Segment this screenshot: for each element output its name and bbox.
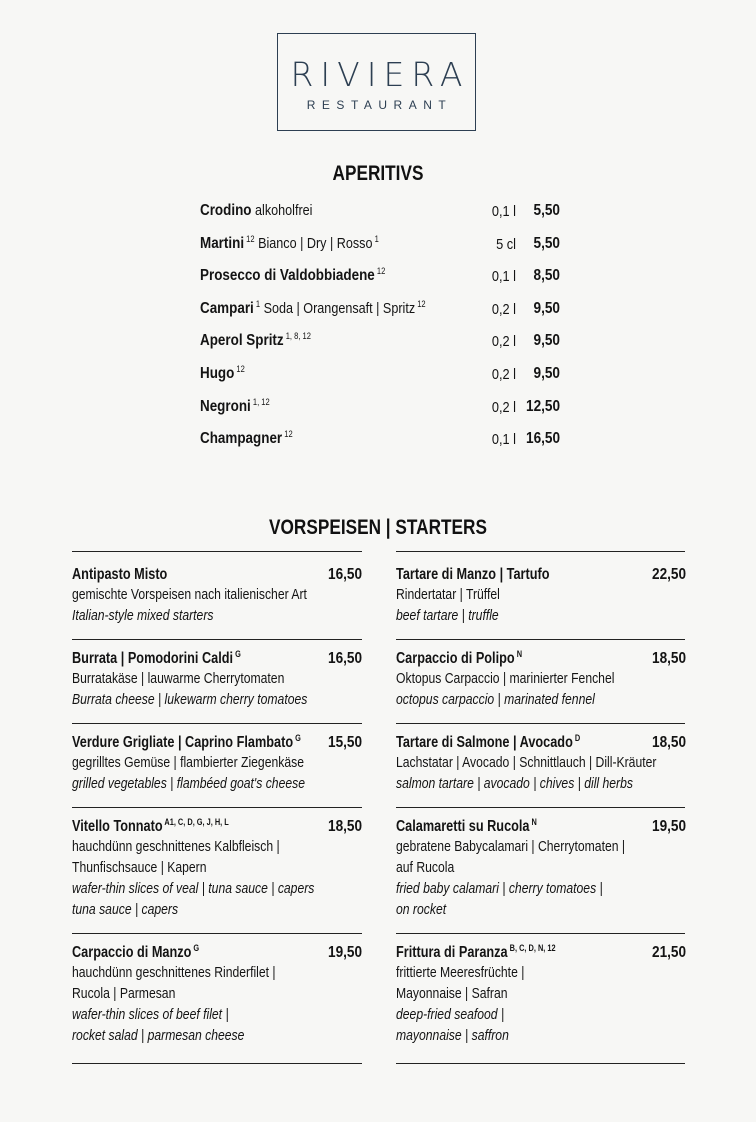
- dish-name: [72, 732, 310, 753]
- allergen-code: G: [233, 649, 241, 659]
- dish-description-en: grilled vegetables | flambéed goat's cheese: [72, 776, 306, 792]
- aperitif-name: [200, 398, 270, 416]
- aperitif-description: alkoholfrei: [251, 202, 313, 219]
- aperitif-volume: 0,1 l: [491, 268, 516, 286]
- dish-price: 21,50: [651, 944, 686, 961]
- aperitif-title: Martini: [200, 234, 245, 252]
- dish-description-de: Rindertatar | Trüffel: [396, 587, 500, 603]
- dish-description-en: salmon tartare | avocado | chives | dill herbs: [396, 776, 633, 792]
- dish-title: Tartare di Salmone | Avocado: [396, 734, 573, 751]
- aperitif-price: 12,50: [526, 397, 561, 415]
- dish-description-de: Mayonnaise | Safran: [396, 986, 508, 1002]
- aperitif-price: 9,50: [533, 364, 560, 382]
- allergen-code: 12: [234, 363, 245, 374]
- dish-title: Burrata | Pomodorini Caldi: [72, 650, 234, 667]
- allergen-code: N: [529, 817, 537, 827]
- dish-title: Calamaretti su Rucola: [396, 818, 530, 835]
- dish-description-en: deep-fried seafood |: [396, 1007, 505, 1023]
- aperitif-title: Crodino: [200, 202, 252, 219]
- allergen-code: 1: [372, 233, 379, 244]
- dish-title: Antipasto Misto: [72, 566, 168, 583]
- dish-price: 19,50: [327, 944, 362, 961]
- dish-description-en: beef tartare | truffle: [396, 608, 499, 624]
- aperitif-row: [200, 396, 570, 429]
- dish-description-en: octopus carpaccio | marinated fennel: [396, 692, 595, 708]
- divider: [396, 807, 685, 808]
- dish-description-en: on rocket: [396, 902, 447, 918]
- menu-item: [72, 648, 362, 711]
- dish-price: 19,50: [651, 818, 686, 835]
- dish-price: 22,50: [651, 566, 686, 583]
- allergen-code: B, C, D, N, 12: [507, 943, 556, 953]
- dish-description-en: fried baby calamari | cherry tomatoes |: [396, 881, 603, 897]
- dish-description-de: gemischte Vorspeisen nach italienischer Art: [72, 587, 307, 603]
- dish-name: [396, 942, 634, 963]
- logo-subtitle: RESTAURANT: [306, 98, 453, 112]
- logo-name: RIVIERA: [290, 55, 470, 94]
- aperitif-price: 8,50: [533, 267, 560, 285]
- aperitif-title: Negroni: [200, 397, 251, 415]
- aperitif-row: [200, 330, 570, 363]
- aperitif-name: [200, 267, 385, 285]
- aperitif-title: Prosecco di Valdobbiadene: [200, 267, 375, 285]
- aperitif-title: Hugo: [200, 364, 235, 382]
- aperitif-title: Aperol Spritz: [200, 332, 284, 350]
- aperitif-price: 9,50: [533, 299, 560, 317]
- allergen-code: G: [293, 733, 301, 743]
- aperitif-volume: 0,1 l: [491, 431, 516, 449]
- dish-price: 18,50: [327, 818, 362, 835]
- aperitif-row: [200, 428, 570, 461]
- dish-name: [396, 648, 634, 669]
- aperitif-name: [200, 332, 311, 350]
- aperitif-price: 16,50: [526, 430, 561, 448]
- aperitif-name: [200, 300, 426, 318]
- aperitif-row: [200, 265, 570, 298]
- menu-item: [396, 732, 686, 795]
- menu-item: [72, 816, 362, 921]
- dish-description-de: Lachstatar | Avocado | Schnittlauch | Dill-Kräuter: [396, 755, 657, 771]
- allergen-code: 12: [415, 298, 426, 309]
- dish-title: Frittura di Paranza: [396, 944, 508, 961]
- dish-description-de: Burratakäse | lauwarme Cherrytomaten: [72, 671, 285, 687]
- divider: [396, 933, 685, 934]
- dish-description-en: mayonnaise | saffron: [396, 1028, 509, 1044]
- divider: [396, 551, 685, 552]
- aperitif-price: 5,50: [533, 202, 560, 219]
- allergen-code: 12: [244, 233, 255, 244]
- dish-name: [72, 564, 310, 585]
- dish-description-de: Rucola | Parmesan: [72, 986, 176, 1002]
- dish-name: [396, 564, 634, 585]
- allergen-code: D: [572, 733, 581, 743]
- dish-name: [396, 816, 634, 837]
- divider: [72, 551, 362, 552]
- allergen-code: 1, 12: [250, 396, 270, 407]
- dish-price: 18,50: [651, 734, 686, 751]
- divider: [72, 933, 362, 934]
- menu-item: [72, 732, 362, 795]
- aperitif-name: [200, 365, 245, 383]
- dish-title: Carpaccio di Manzo: [72, 944, 192, 961]
- divider: [396, 723, 685, 724]
- aperitif-price: 9,50: [533, 332, 560, 350]
- menu-item: [396, 942, 686, 1047]
- aperitif-volume: 5 cl: [496, 235, 516, 253]
- divider: [396, 639, 685, 640]
- aperitif-price: 5,50: [533, 234, 560, 252]
- dish-price: 16,50: [327, 566, 362, 583]
- dish-title: Vitello Tonnato: [72, 818, 163, 835]
- dish-description-de: hauchdünn geschnittenes Kalbfleisch |: [72, 839, 280, 855]
- menu-item: [396, 564, 686, 627]
- dish-description-en: Italian-style mixed starters: [72, 608, 214, 624]
- aperitifs-heading: APERITIVS: [332, 162, 424, 185]
- aperitif-volume: 0,2 l: [491, 365, 516, 383]
- starters-heading: VORSPEISEN | STARTERS: [269, 516, 487, 539]
- dish-description-en: Burrata cheese | lukewarm cherry tomatoes: [72, 692, 308, 708]
- dish-description-de: gebratene Babycalamari | Cherrytomaten |: [396, 839, 626, 855]
- dish-name: [72, 816, 310, 837]
- dish-description-en: wafer-thin slices of beef filet |: [72, 1007, 229, 1023]
- dish-description-en: tuna sauce | capers: [72, 902, 179, 918]
- dish-price: 15,50: [327, 734, 362, 751]
- dish-title: Verdure Grigliate | Caprino Flambato: [72, 734, 294, 751]
- aperitif-row: [200, 233, 570, 266]
- dish-description-de: Thunfischsauce | Kapern: [72, 860, 207, 876]
- dish-name: [72, 942, 310, 963]
- dish-price: 16,50: [327, 650, 362, 667]
- divider: [72, 723, 362, 724]
- aperitif-title: Campari: [200, 299, 254, 317]
- aperitif-row: [200, 363, 570, 396]
- aperitif-volume: 0,2 l: [491, 300, 516, 318]
- allergen-code: 12: [282, 429, 293, 440]
- aperitif-volume: 0,2 l: [491, 398, 516, 416]
- divider: [72, 1063, 362, 1064]
- aperitif-title: Champagner: [200, 430, 283, 448]
- allergen-code: 12: [374, 266, 386, 277]
- divider: [72, 639, 362, 640]
- aperitif-volume: 0,1 l: [491, 203, 516, 220]
- restaurant-logo: [277, 33, 476, 131]
- menu-item: [72, 564, 362, 627]
- aperitif-name: [200, 202, 312, 220]
- dish-description-de: Oktopus Carpaccio | marinierter Fenchel: [396, 671, 615, 687]
- aperitif-description: Soda | Orangensaft | Spritz: [260, 299, 416, 317]
- dish-description-en: wafer-thin slices of veal | tuna sauce | capers: [72, 881, 315, 897]
- menu-item: [396, 648, 686, 711]
- dish-title: Tartare di Manzo | Tartufo: [396, 566, 550, 583]
- aperitif-row: [200, 298, 570, 331]
- dish-description-en: rocket salad | parmesan cheese: [72, 1028, 245, 1044]
- dish-price: 18,50: [651, 650, 686, 667]
- menu-item: [72, 942, 362, 1047]
- dish-description-de: frittierte Meeresfrüchte |: [396, 965, 525, 981]
- aperitif-name: [200, 235, 379, 253]
- dish-name: [396, 732, 634, 753]
- menu-item: [396, 816, 686, 921]
- divider: [396, 1063, 685, 1064]
- aperitifs-list: [200, 200, 570, 461]
- aperitif-name: [200, 430, 293, 448]
- dish-description-de: gegrilltes Gemüse | flambierter Ziegenkäse: [72, 755, 304, 771]
- aperitif-description: Bianco | Dry | Rosso: [254, 234, 373, 252]
- aperitif-row: [200, 200, 570, 233]
- dish-description-de: auf Rucola: [396, 860, 455, 876]
- aperitif-volume: 0,2 l: [491, 333, 516, 351]
- dish-name: [72, 648, 310, 669]
- allergen-code: 1, 8, 12: [283, 331, 311, 342]
- dish-title: Carpaccio di Polipo: [396, 650, 515, 667]
- divider: [72, 807, 362, 808]
- dish-description-de: hauchdünn geschnittenes Rinderfilet |: [72, 965, 276, 981]
- allergen-code: A1, C, D, G, J, H, L: [162, 817, 229, 827]
- allergen-code: N: [514, 649, 523, 659]
- allergen-code: G: [191, 943, 200, 953]
- allergen-code: 1: [253, 298, 261, 309]
